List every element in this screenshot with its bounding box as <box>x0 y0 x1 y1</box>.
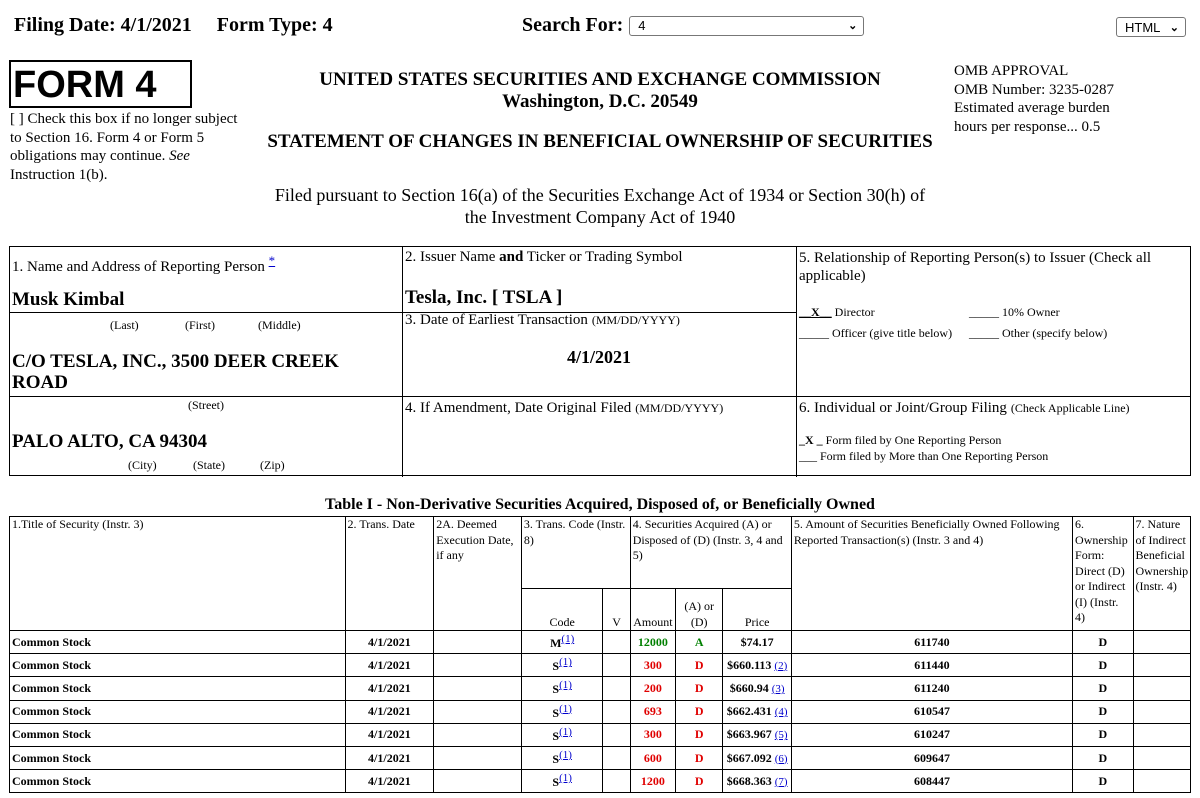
trans-code-cell <box>521 631 603 654</box>
trans-code: S <box>552 659 560 674</box>
box-4-hint: (MM/DD/YYYY) <box>635 401 724 415</box>
code-footnote-link[interactable]: (1) <box>559 772 572 785</box>
check-note-see: See <box>169 148 190 164</box>
nature-cell <box>1133 631 1191 654</box>
owned-cell: 610547 <box>791 700 1072 723</box>
price-value: $74.17 <box>740 634 774 649</box>
middle-caption: (Middle) <box>258 318 301 332</box>
trans-date-cell: 4/1/2021 <box>345 723 434 746</box>
sub-ad-header: (A) or (D) <box>676 589 723 631</box>
trans-date-cell: 4/1/2021 <box>345 654 434 677</box>
security-title-cell: Common Stock <box>10 770 346 793</box>
v-cell <box>603 723 630 746</box>
table-row <box>10 631 1191 654</box>
box-3-label-wrap <box>405 311 680 329</box>
price-cell <box>723 746 792 769</box>
nature-cell <box>1133 654 1191 677</box>
earliest-transaction-date: 4/1/2021 <box>566 347 631 367</box>
officer-label: Officer (give title below) <box>832 326 953 340</box>
v-cell <box>603 700 630 723</box>
owned-cell: 611240 <box>791 677 1072 700</box>
price-footnote-link[interactable]: (3) <box>771 682 785 695</box>
other-line <box>969 326 1107 341</box>
price-cell <box>723 770 792 793</box>
v-cell <box>603 654 630 677</box>
one-person-line <box>799 433 1001 448</box>
omb-line-4: hours per response... 0.5 <box>954 118 1101 135</box>
table-1-body <box>10 631 1191 793</box>
trans-code: S <box>552 775 560 790</box>
box-2-label <box>405 249 683 266</box>
check-note-instruction: Instruction 1(b). <box>10 166 108 183</box>
amount-cell: 12000 <box>630 631 675 654</box>
price-cell <box>723 700 792 723</box>
security-title-cell: Common Stock <box>10 746 346 769</box>
box-6-label-wrap <box>799 399 1130 417</box>
director-line <box>799 305 875 320</box>
owned-cell: 611740 <box>791 631 1072 654</box>
box-1-street <box>10 313 403 397</box>
nature-cell <box>1133 723 1191 746</box>
table-row <box>10 770 1191 793</box>
trans-code: S <box>552 728 560 743</box>
owned-cell: 611440 <box>791 654 1072 677</box>
trans-date-cell: 4/1/2021 <box>345 746 434 769</box>
trans-code: S <box>552 682 560 697</box>
box-3-label: 3. Date of Earliest Transaction <box>405 312 588 328</box>
street-address: C/O TESLA, INC., 3500 DEER CREEK ROAD <box>12 351 339 393</box>
nature-cell <box>1133 677 1191 700</box>
price-footnote-link[interactable]: (4) <box>774 706 788 719</box>
trans-date-cell: 4/1/2021 <box>345 770 434 793</box>
search-select[interactable] <box>629 16 864 36</box>
col-deemed-header: 2A. Deemed Execution Date, if any <box>434 517 522 631</box>
price-cell <box>723 654 792 677</box>
statement-title: STATEMENT OF CHANGES IN BENEFICIAL OWNERSHIP OF SECURITIES <box>267 131 933 152</box>
amount-cell: 200 <box>630 677 675 700</box>
more-persons-line <box>799 449 1048 464</box>
col-date-header: 2. Trans. Date <box>345 517 434 631</box>
director-mark: __X__ <box>799 305 832 319</box>
nature-cell <box>1133 746 1191 769</box>
search-label: Search For: <box>522 14 624 36</box>
price-footnote-link[interactable]: (7) <box>774 775 788 788</box>
price-value: $667.092 <box>726 750 772 765</box>
filing-info <box>14 14 353 37</box>
acquired-disposed-cell: D <box>676 654 723 677</box>
box-5-label: 5. Relationship of Reporting Person(s) to Issuer (Check all applicable) <box>799 250 1152 284</box>
v-cell <box>603 677 630 700</box>
price-value: $660.94 <box>729 680 769 695</box>
city-state-zip: PALO ALTO, CA 94304 <box>12 431 207 452</box>
amount-cell: 300 <box>630 654 675 677</box>
filing-date: Filing Date: 4/1/2021 <box>14 14 192 36</box>
acquired-disposed-cell: D <box>676 770 723 793</box>
box-6-hint: (Check Applicable Line) <box>1010 401 1130 415</box>
format-select[interactable] <box>1116 17 1186 37</box>
check-box-note <box>10 110 240 184</box>
deemed-date-cell <box>434 700 522 723</box>
box-6-filing <box>797 397 1190 477</box>
omb-line-3: Estimated average burden <box>954 100 1110 116</box>
price-footnote-link[interactable]: (6) <box>774 752 788 765</box>
acquired-disposed-cell: A <box>676 631 723 654</box>
deemed-date-cell <box>434 770 522 793</box>
trans-date-cell: 4/1/2021 <box>345 631 434 654</box>
price-footnote-link[interactable]: (2) <box>774 659 788 672</box>
format-group <box>1110 17 1186 37</box>
security-title-cell: Common Stock <box>10 654 346 677</box>
security-title-cell: Common Stock <box>10 631 346 654</box>
col-form-header: 6. Ownership Form: Direct (D) or Indirect (I) (Instr. 4) <box>1073 517 1133 631</box>
table-row <box>10 677 1191 700</box>
ten-percent-line <box>969 305 1060 320</box>
code-footnote-link[interactable]: (1) <box>561 633 575 646</box>
deemed-date-cell <box>434 746 522 769</box>
col-nature-header: 7. Nature of Indirect Beneficial Ownership (Instr. 4) <box>1133 517 1191 631</box>
v-cell <box>603 746 630 769</box>
amount-cell: 693 <box>630 700 675 723</box>
one-person-label: Form filed by One Reporting Person <box>825 433 1002 447</box>
security-title-cell: Common Stock <box>10 700 346 723</box>
price-cell <box>723 677 792 700</box>
table-row <box>10 700 1191 723</box>
nature-cell <box>1133 770 1191 793</box>
owned-cell: 610247 <box>791 723 1072 746</box>
format-select-value: HTML <box>1125 19 1161 35</box>
price-value: $662.431 <box>726 704 772 719</box>
trans-code-cell <box>521 746 603 769</box>
ownership-form-cell: D <box>1073 677 1133 700</box>
one-person-mark: _X _ <box>799 433 823 447</box>
ownership-form-cell: D <box>1073 654 1133 677</box>
first-caption: (First) <box>185 318 215 332</box>
trans-code: S <box>552 752 560 767</box>
officer-line <box>799 326 952 341</box>
form-title: FORM 4 <box>9 60 192 108</box>
acquired-disposed-cell: D <box>676 700 723 723</box>
reporting-grid <box>9 246 1191 476</box>
table-1-header-row <box>10 517 1191 589</box>
security-title-cell: Common Stock <box>10 677 346 700</box>
table-row <box>10 723 1191 746</box>
security-title-cell: Common Stock <box>10 723 346 746</box>
col-securities-header: 4. Securities Acquired (A) or Disposed of (D) (Instr. 3, 4 and 5) <box>630 517 791 589</box>
zip-caption: (Zip) <box>260 458 285 472</box>
chevron-down-icon: ⌄ <box>1169 21 1179 34</box>
box-1-city <box>10 397 403 477</box>
nature-cell <box>1133 700 1191 723</box>
col-title-header: 1.Title of Security (Instr. 3) <box>10 517 346 631</box>
acquired-disposed-cell: D <box>676 723 723 746</box>
sub-v-header: V <box>603 589 630 631</box>
ownership-form-cell: D <box>1073 700 1133 723</box>
ownership-form-cell: D <box>1073 746 1133 769</box>
other-mark: _____ <box>969 326 999 340</box>
price-cell <box>723 723 792 746</box>
box-4-amendment <box>403 397 797 477</box>
box-1-label: 1. Name and Address of Reporting Person <box>12 259 265 275</box>
deemed-date-cell <box>434 631 522 654</box>
owned-cell: 609647 <box>791 746 1072 769</box>
price-cell <box>723 631 792 654</box>
box-6-label: 6. Individual or Joint/Group Filing <box>799 400 1007 416</box>
col-code-header: 3. Trans. Code (Instr. 8) <box>521 517 630 589</box>
ownership-form-cell: D <box>1073 723 1133 746</box>
filed-pursuant <box>240 184 960 228</box>
ten-percent-label: 10% Owner <box>1002 305 1060 319</box>
filing-toolbar <box>14 14 1186 42</box>
table-1 <box>9 516 1191 793</box>
agency-name: UNITED STATES SECURITIES AND EXCHANGE COMMISSION <box>319 69 881 90</box>
filed-pursuant-line-2: the Investment Company Act of 1940 <box>464 207 736 227</box>
agency-city: Washington, D.C. 20549 <box>502 91 698 112</box>
officer-mark: _____ <box>799 326 829 340</box>
code-footnote-link[interactable]: (1) <box>559 749 572 762</box>
agency-header <box>300 69 900 113</box>
omb-line-1: OMB APPROVAL <box>954 63 1069 79</box>
col-owned-header: 5. Amount of Securities Beneficially Owned Following Reported Transaction(s) (Instr. 3 and 4) <box>791 517 1072 631</box>
trans-code-cell <box>521 677 603 700</box>
box-3-hint: (MM/DD/YYYY) <box>591 313 680 327</box>
trans-code: S <box>552 705 560 720</box>
deemed-date-cell <box>434 654 522 677</box>
form-type: Form Type: 4 <box>216 14 333 36</box>
amount-cell: 1200 <box>630 770 675 793</box>
owned-cell: 608447 <box>791 770 1072 793</box>
ownership-form-cell: D <box>1073 631 1133 654</box>
trans-code-cell <box>521 770 603 793</box>
trans-code-cell <box>521 723 603 746</box>
search-select-value: 4 <box>638 18 646 33</box>
ten-percent-mark: _____ <box>969 305 999 319</box>
other-label: Other (specify below) <box>1002 326 1108 340</box>
code-footnote-link[interactable]: (1) <box>559 656 572 669</box>
box-3-date <box>403 313 797 397</box>
v-cell <box>603 631 630 654</box>
trans-code-cell <box>521 654 603 677</box>
box-1-label-wrap <box>12 253 275 276</box>
box-2-issuer <box>403 247 797 313</box>
trans-code-cell <box>521 700 603 723</box>
sub-price-header: Price <box>723 589 792 631</box>
code-footnote-link[interactable]: (1) <box>559 679 572 692</box>
sub-code-header: Code <box>521 589 603 631</box>
omb-line-2: OMB Number: 3235-0287 <box>954 81 1114 98</box>
street-caption: (Street) <box>188 398 224 412</box>
box-2-label-and: and <box>499 249 524 265</box>
box-4-label: 4. If Amendment, Date Original Filed <box>405 400 632 416</box>
box-1-name <box>10 247 403 313</box>
amount-cell: 600 <box>630 746 675 769</box>
acquired-disposed-cell: D <box>676 677 723 700</box>
code-footnote-link[interactable]: (1) <box>559 702 572 715</box>
search-group <box>522 14 864 37</box>
table-row <box>10 654 1191 677</box>
acquired-disposed-cell: D <box>676 746 723 769</box>
price-footnote-link[interactable]: (5) <box>774 729 788 742</box>
box-2-label-b: Ticker or Trading Symbol <box>523 249 683 265</box>
omb-approval <box>954 62 1194 136</box>
last-caption: (Last) <box>110 318 139 332</box>
deemed-date-cell <box>434 677 522 700</box>
price-value: $660.113 <box>727 657 772 672</box>
v-cell <box>603 770 630 793</box>
sub-amount-header: Amount <box>630 589 675 631</box>
check-note-text: [ ] Check this box if no longer subject to Section 16. Form 4 or Form 5 obligations may continue. <box>10 111 238 164</box>
deemed-date-cell <box>434 723 522 746</box>
table-row <box>10 746 1191 769</box>
city-caption: (City) <box>128 458 157 472</box>
trans-date-cell: 4/1/2021 <box>345 700 434 723</box>
reporting-person-name: Musk Kimbal <box>12 289 125 310</box>
reporting-person-footnote-link[interactable]: * <box>268 253 276 268</box>
box-5-relationship <box>797 247 1190 397</box>
box-4-label-wrap <box>405 399 723 417</box>
amount-cell: 300 <box>630 723 675 746</box>
director-label: Director <box>834 305 875 319</box>
issuer-name: Tesla, Inc. [ TSLA ] <box>405 287 563 308</box>
ownership-form-cell: D <box>1073 770 1133 793</box>
chevron-down-icon: ⌄ <box>848 20 858 32</box>
code-footnote-link[interactable]: (1) <box>559 725 572 738</box>
more-persons-mark: ___ <box>799 449 817 463</box>
trans-code: M <box>550 636 562 651</box>
more-persons-label: Form filed by More than One Reporting Person <box>820 449 1049 463</box>
price-value: $668.363 <box>726 773 772 788</box>
filed-pursuant-line-1: Filed pursuant to Section 16(a) of the Securities Exchange Act of 1934 or Section 30(h) of <box>274 185 926 205</box>
trans-date-cell: 4/1/2021 <box>345 677 434 700</box>
table-1-title: Table I - Non-Derivative Securities Acquired, Disposed of, or Beneficially Owned <box>325 496 875 513</box>
price-value: $663.967 <box>726 727 772 742</box>
box-2-label-a: 2. Issuer Name <box>405 249 500 265</box>
state-caption: (State) <box>193 458 225 472</box>
